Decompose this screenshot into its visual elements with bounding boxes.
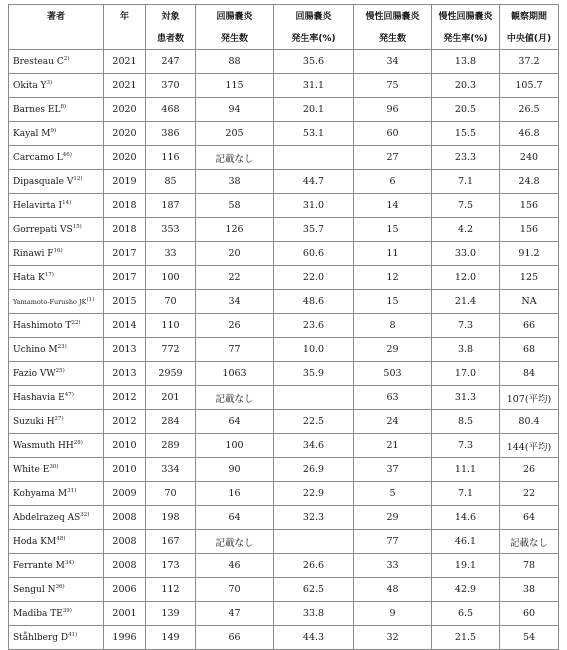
author-name: Uchino M bbox=[13, 344, 58, 355]
author-name: Sengul N bbox=[13, 584, 56, 595]
cell-chronic-count: 75 bbox=[354, 74, 432, 98]
author-name: Hashimoto T bbox=[13, 320, 72, 331]
cell-chronic-rate: 11.1 bbox=[432, 458, 500, 482]
cell-pouchitis-count: 記載なし bbox=[196, 146, 274, 170]
cell-median: 91.2 bbox=[500, 242, 559, 266]
cell-pouchitis-count: 34 bbox=[196, 290, 274, 314]
cell-pouchitis-count: 126 bbox=[196, 218, 274, 242]
cell-chronic-rate: 33.0 bbox=[432, 242, 500, 266]
cell-pouchitis-rate: 31.1 bbox=[274, 74, 354, 98]
cell-pouchitis-rate bbox=[274, 530, 354, 554]
cell-pouchitis-count: 205 bbox=[196, 122, 274, 146]
cell-patients: 334 bbox=[146, 458, 196, 482]
cell-median: 125 bbox=[500, 266, 559, 290]
table-row bbox=[9, 458, 559, 482]
cell-year: 2010 bbox=[104, 434, 146, 458]
author-name: Hashavia E bbox=[13, 392, 65, 403]
cell-year: 2008 bbox=[104, 530, 146, 554]
cell-chronic-rate: 7.1 bbox=[432, 170, 500, 194]
cell-year: 2010 bbox=[104, 458, 146, 482]
table-row bbox=[9, 98, 559, 122]
cell-chronic-rate: 6.5 bbox=[432, 602, 500, 626]
cell-median: 144(平均) bbox=[500, 434, 559, 458]
author-name: Hoda KM bbox=[13, 536, 57, 547]
cell-chronic-count: 11 bbox=[354, 242, 432, 266]
cell-median: 156 bbox=[500, 218, 559, 242]
cell-chronic-rate: 15.5 bbox=[432, 122, 500, 146]
reference-number: 46) bbox=[62, 151, 72, 158]
cell-author bbox=[9, 290, 104, 314]
cell-chronic-rate: 42.9 bbox=[432, 578, 500, 602]
cell-pouchitis-count: 58 bbox=[196, 194, 274, 218]
reference-number: 2) bbox=[63, 55, 70, 62]
cell-year: 2006 bbox=[104, 578, 146, 602]
header-chronic-rate-line2: 発生率(%) bbox=[432, 25, 500, 50]
cell-author bbox=[9, 74, 104, 98]
cell-year: 2013 bbox=[104, 338, 146, 362]
author-name: Kayal M bbox=[13, 128, 51, 139]
header-pouchitis-count-line2: 発生数 bbox=[196, 25, 274, 50]
cell-median: 26.5 bbox=[500, 98, 559, 122]
cell-patients: 247 bbox=[146, 50, 196, 74]
cell-pouchitis-count: 100 bbox=[196, 434, 274, 458]
pouchitis-studies-table-container bbox=[8, 4, 558, 650]
cell-pouchitis-rate bbox=[274, 386, 354, 410]
cell-chronic-count: 32 bbox=[354, 626, 432, 650]
cell-year: 2014 bbox=[104, 314, 146, 338]
author-name: Ståhlberg D bbox=[13, 632, 69, 643]
cell-chronic-count: 503 bbox=[354, 362, 432, 386]
author-name: Barnes EL bbox=[13, 104, 61, 115]
cell-pouchitis-rate: 35.7 bbox=[274, 218, 354, 242]
cell-patients: 201 bbox=[146, 386, 196, 410]
cell-author bbox=[9, 50, 104, 74]
reference-number: 48) bbox=[56, 535, 66, 542]
cell-pouchitis-rate: 10.0 bbox=[274, 338, 354, 362]
cell-year: 2001 bbox=[104, 602, 146, 626]
cell-median: 54 bbox=[500, 626, 559, 650]
cell-year: 2012 bbox=[104, 386, 146, 410]
author-name: Hata K bbox=[13, 272, 45, 283]
cell-pouchitis-rate: 48.6 bbox=[274, 290, 354, 314]
author-name: Okita Y bbox=[13, 80, 47, 91]
cell-median: 107(平均) bbox=[500, 386, 559, 410]
cell-year: 2021 bbox=[104, 50, 146, 74]
cell-author bbox=[9, 362, 104, 386]
reference-number: 36) bbox=[55, 583, 65, 590]
author-name: Wasmuth HH bbox=[13, 440, 74, 451]
author-name: Gorrepati VS bbox=[13, 224, 73, 235]
cell-author bbox=[9, 242, 104, 266]
reference-number: 17) bbox=[44, 271, 54, 278]
cell-chronic-count: 15 bbox=[354, 290, 432, 314]
header-year: 年 bbox=[104, 5, 146, 26]
cell-chronic-rate: 4.2 bbox=[432, 218, 500, 242]
cell-median: 156 bbox=[500, 194, 559, 218]
pouchitis-studies-table bbox=[8, 4, 559, 650]
cell-median: 66 bbox=[500, 314, 559, 338]
reference-number: 27) bbox=[54, 415, 64, 422]
table-row bbox=[9, 290, 559, 314]
header-median-line2: 中央値(月) bbox=[500, 25, 559, 50]
cell-author bbox=[9, 338, 104, 362]
cell-chronic-count: 48 bbox=[354, 578, 432, 602]
cell-pouchitis-rate: 44.3 bbox=[274, 626, 354, 650]
table-row bbox=[9, 50, 559, 74]
cell-year: 2009 bbox=[104, 482, 146, 506]
cell-pouchitis-count: 26 bbox=[196, 314, 274, 338]
reference-number: 14) bbox=[62, 199, 72, 206]
reference-number: (1) bbox=[86, 296, 95, 303]
cell-pouchitis-count: 記載なし bbox=[196, 386, 274, 410]
cell-median: 26 bbox=[500, 458, 559, 482]
table-row bbox=[9, 338, 559, 362]
cell-pouchitis-count: 38 bbox=[196, 170, 274, 194]
author-name: Carcamo L bbox=[13, 152, 63, 163]
cell-chronic-count: 9 bbox=[354, 602, 432, 626]
cell-pouchitis-count: 16 bbox=[196, 482, 274, 506]
reference-number: 23) bbox=[57, 343, 67, 350]
reference-number: 39) bbox=[62, 607, 72, 614]
cell-patients: 386 bbox=[146, 122, 196, 146]
cell-pouchitis-count: 20 bbox=[196, 242, 274, 266]
cell-year: 2008 bbox=[104, 506, 146, 530]
cell-chronic-count: 29 bbox=[354, 338, 432, 362]
cell-chronic-count: 8 bbox=[354, 314, 432, 338]
cell-chronic-count: 24 bbox=[354, 410, 432, 434]
author-name: Fazio VW bbox=[13, 368, 56, 379]
table-row bbox=[9, 578, 559, 602]
cell-patients: 772 bbox=[146, 338, 196, 362]
cell-patients: 289 bbox=[146, 434, 196, 458]
author-name: Bresteau C bbox=[13, 56, 64, 67]
author-name: Ferrante M bbox=[13, 560, 65, 571]
cell-author bbox=[9, 410, 104, 434]
cell-chronic-rate: 3.8 bbox=[432, 338, 500, 362]
cell-year: 2017 bbox=[104, 266, 146, 290]
cell-author bbox=[9, 602, 104, 626]
table-row bbox=[9, 170, 559, 194]
cell-median: NA bbox=[500, 290, 559, 314]
cell-year: 2018 bbox=[104, 194, 146, 218]
header-chronic-rate-line1: 慢性回腸嚢炎 bbox=[432, 5, 500, 26]
cell-patients: 353 bbox=[146, 218, 196, 242]
cell-patients: 2959 bbox=[146, 362, 196, 386]
cell-patients: 110 bbox=[146, 314, 196, 338]
cell-chronic-rate: 21.4 bbox=[432, 290, 500, 314]
author-name: Abdelrazeq AS bbox=[13, 512, 81, 523]
cell-chronic-rate: 19.1 bbox=[432, 554, 500, 578]
table-header bbox=[9, 5, 559, 50]
cell-chronic-rate: 13.8 bbox=[432, 50, 500, 74]
author-name: Madiba TE bbox=[13, 608, 63, 619]
cell-patients: 70 bbox=[146, 290, 196, 314]
reference-number: 12) bbox=[73, 175, 83, 182]
reference-number: 3) bbox=[46, 79, 53, 86]
cell-patients: 187 bbox=[146, 194, 196, 218]
cell-author bbox=[9, 434, 104, 458]
cell-patients: 70 bbox=[146, 482, 196, 506]
cell-chronic-count: 63 bbox=[354, 386, 432, 410]
reference-number: 34) bbox=[64, 559, 75, 566]
cell-chronic-count: 12 bbox=[354, 266, 432, 290]
header-chronic-count-line1: 慢性回腸嚢炎 bbox=[354, 5, 432, 26]
cell-patients: 468 bbox=[146, 98, 196, 122]
cell-chronic-rate: 7.3 bbox=[432, 434, 500, 458]
cell-pouchitis-rate: 44.7 bbox=[274, 170, 354, 194]
cell-pouchitis-rate: 22.0 bbox=[274, 266, 354, 290]
cell-author bbox=[9, 314, 104, 338]
table-row bbox=[9, 410, 559, 434]
cell-median: 38 bbox=[500, 578, 559, 602]
author-name: Dipasquale V bbox=[13, 176, 74, 187]
header-chronic-count-line2: 発生数 bbox=[354, 25, 432, 50]
cell-chronic-rate: 21.5 bbox=[432, 626, 500, 650]
cell-author bbox=[9, 578, 104, 602]
cell-pouchitis-count: 94 bbox=[196, 98, 274, 122]
cell-year: 2013 bbox=[104, 362, 146, 386]
cell-median: 46.8 bbox=[500, 122, 559, 146]
table-body bbox=[9, 50, 559, 650]
table-row bbox=[9, 554, 559, 578]
author-name: Kohyama M bbox=[13, 488, 68, 499]
cell-chronic-rate: 20.3 bbox=[432, 74, 500, 98]
cell-patients: 116 bbox=[146, 146, 196, 170]
table-row bbox=[9, 482, 559, 506]
cell-pouchitis-count: 46 bbox=[196, 554, 274, 578]
reference-number: 16) bbox=[53, 247, 63, 254]
cell-patients: 112 bbox=[146, 578, 196, 602]
reference-number: 30) bbox=[49, 463, 59, 470]
header-patients-line2: 患者数 bbox=[146, 25, 196, 50]
cell-patients: 167 bbox=[146, 530, 196, 554]
cell-pouchitis-rate: 22.5 bbox=[274, 410, 354, 434]
cell-patients: 149 bbox=[146, 626, 196, 650]
cell-median: 37.2 bbox=[500, 50, 559, 74]
cell-pouchitis-rate: 35.6 bbox=[274, 50, 354, 74]
author-name: Yamamoto-Furusho JK bbox=[13, 297, 87, 306]
cell-author bbox=[9, 122, 104, 146]
cell-author bbox=[9, 266, 104, 290]
cell-chronic-count: 6 bbox=[354, 170, 432, 194]
cell-author bbox=[9, 530, 104, 554]
cell-chronic-count: 5 bbox=[354, 482, 432, 506]
table-row bbox=[9, 146, 559, 170]
cell-pouchitis-count: 22 bbox=[196, 266, 274, 290]
cell-chronic-count: 21 bbox=[354, 434, 432, 458]
cell-author bbox=[9, 554, 104, 578]
cell-chronic-rate: 7.3 bbox=[432, 314, 500, 338]
cell-pouchitis-rate: 31.0 bbox=[274, 194, 354, 218]
cell-patients: 173 bbox=[146, 554, 196, 578]
cell-pouchitis-rate: 35.9 bbox=[274, 362, 354, 386]
cell-median: 記載なし bbox=[500, 530, 559, 554]
reference-number: 32) bbox=[80, 511, 90, 518]
cell-chronic-rate: 7.1 bbox=[432, 482, 500, 506]
cell-pouchitis-count: 64 bbox=[196, 410, 274, 434]
cell-chronic-count: 14 bbox=[354, 194, 432, 218]
cell-author bbox=[9, 506, 104, 530]
reference-number: 22) bbox=[71, 319, 81, 326]
cell-patients: 85 bbox=[146, 170, 196, 194]
table-row bbox=[9, 314, 559, 338]
cell-pouchitis-rate: 26.9 bbox=[274, 458, 354, 482]
cell-pouchitis-count: 66 bbox=[196, 626, 274, 650]
header-pouchitis-rate-line2: 発生率(%) bbox=[274, 25, 354, 50]
reference-number: 9) bbox=[50, 127, 57, 134]
cell-chronic-count: 15 bbox=[354, 218, 432, 242]
cell-chronic-rate: 23.3 bbox=[432, 146, 500, 170]
header-author: 著者 bbox=[9, 5, 104, 26]
cell-median: 105.7 bbox=[500, 74, 559, 98]
cell-median: 68 bbox=[500, 338, 559, 362]
cell-year: 2012 bbox=[104, 410, 146, 434]
cell-median: 24.8 bbox=[500, 170, 559, 194]
table-row bbox=[9, 242, 559, 266]
cell-patients: 139 bbox=[146, 602, 196, 626]
cell-patients: 33 bbox=[146, 242, 196, 266]
author-name: Suzuki H bbox=[13, 416, 55, 427]
table-row bbox=[9, 434, 559, 458]
cell-patients: 284 bbox=[146, 410, 196, 434]
cell-chronic-rate: 12.0 bbox=[432, 266, 500, 290]
cell-year: 2019 bbox=[104, 170, 146, 194]
cell-chronic-rate: 31.3 bbox=[432, 386, 500, 410]
cell-pouchitis-rate: 62.5 bbox=[274, 578, 354, 602]
cell-chronic-rate: 20.5 bbox=[432, 98, 500, 122]
cell-pouchitis-rate: 34.6 bbox=[274, 434, 354, 458]
cell-pouchitis-count: 77 bbox=[196, 338, 274, 362]
cell-patients: 100 bbox=[146, 266, 196, 290]
cell-pouchitis-count: 1063 bbox=[196, 362, 274, 386]
cell-pouchitis-rate: 26.6 bbox=[274, 554, 354, 578]
cell-pouchitis-rate: 23.6 bbox=[274, 314, 354, 338]
reference-number: 47) bbox=[64, 391, 74, 398]
cell-median: 60 bbox=[500, 602, 559, 626]
cell-median: 240 bbox=[500, 146, 559, 170]
cell-patients: 198 bbox=[146, 506, 196, 530]
cell-year: 2020 bbox=[104, 122, 146, 146]
header-pouchitis-count-line1: 回腸嚢炎 bbox=[196, 5, 274, 26]
cell-pouchitis-count: 記載なし bbox=[196, 530, 274, 554]
cell-median: 84 bbox=[500, 362, 559, 386]
cell-median: 80.4 bbox=[500, 410, 559, 434]
cell-author bbox=[9, 194, 104, 218]
cell-author bbox=[9, 386, 104, 410]
reference-number: 28) bbox=[73, 439, 83, 446]
cell-chronic-count: 60 bbox=[354, 122, 432, 146]
cell-author bbox=[9, 170, 104, 194]
cell-pouchitis-count: 70 bbox=[196, 578, 274, 602]
cell-chronic-count: 29 bbox=[354, 506, 432, 530]
cell-pouchitis-rate: 22.9 bbox=[274, 482, 354, 506]
cell-chronic-rate: 17.0 bbox=[432, 362, 500, 386]
reference-number: 15) bbox=[72, 223, 82, 230]
header-pouchitis-rate-line1: 回腸嚢炎 bbox=[274, 5, 354, 26]
cell-pouchitis-rate: 60.6 bbox=[274, 242, 354, 266]
cell-pouchitis-count: 64 bbox=[196, 506, 274, 530]
cell-year: 2015 bbox=[104, 290, 146, 314]
cell-chronic-count: 37 bbox=[354, 458, 432, 482]
cell-author bbox=[9, 98, 104, 122]
reference-number: 25) bbox=[55, 367, 65, 374]
table-row bbox=[9, 122, 559, 146]
cell-chronic-rate: 8.5 bbox=[432, 410, 500, 434]
header-author-blank bbox=[9, 25, 104, 50]
header-patients-line1: 対象 bbox=[146, 5, 196, 26]
cell-year: 2021 bbox=[104, 74, 146, 98]
table-row bbox=[9, 506, 559, 530]
cell-median: 22 bbox=[500, 482, 559, 506]
header-median-line1: 観察期間 bbox=[500, 5, 559, 26]
table-row bbox=[9, 362, 559, 386]
cell-pouchitis-rate bbox=[274, 146, 354, 170]
table-row bbox=[9, 602, 559, 626]
reference-number: 31) bbox=[67, 487, 77, 494]
cell-chronic-rate: 7.5 bbox=[432, 194, 500, 218]
cell-pouchitis-count: 88 bbox=[196, 50, 274, 74]
cell-author bbox=[9, 482, 104, 506]
cell-chronic-count: 33 bbox=[354, 554, 432, 578]
author-name: Helavirta I bbox=[13, 200, 63, 211]
cell-pouchitis-rate: 20.1 bbox=[274, 98, 354, 122]
cell-chronic-count: 27 bbox=[354, 146, 432, 170]
table-row bbox=[9, 194, 559, 218]
cell-pouchitis-count: 90 bbox=[196, 458, 274, 482]
cell-year: 1996 bbox=[104, 626, 146, 650]
cell-pouchitis-count: 115 bbox=[196, 74, 274, 98]
table-row bbox=[9, 74, 559, 98]
header-year-blank bbox=[104, 25, 146, 50]
cell-chronic-rate: 46.1 bbox=[432, 530, 500, 554]
cell-pouchitis-rate: 33.8 bbox=[274, 602, 354, 626]
cell-year: 2008 bbox=[104, 554, 146, 578]
reference-number: 41) bbox=[68, 631, 78, 638]
cell-pouchitis-rate: 32.3 bbox=[274, 506, 354, 530]
cell-chronic-count: 34 bbox=[354, 50, 432, 74]
cell-pouchitis-count: 47 bbox=[196, 602, 274, 626]
cell-median: 64 bbox=[500, 506, 559, 530]
cell-median: 78 bbox=[500, 554, 559, 578]
author-name: White E bbox=[13, 464, 50, 475]
author-name: Rinawi F bbox=[13, 248, 54, 259]
cell-year: 2020 bbox=[104, 98, 146, 122]
cell-author bbox=[9, 626, 104, 650]
cell-year: 2017 bbox=[104, 242, 146, 266]
cell-year: 2018 bbox=[104, 218, 146, 242]
cell-chronic-rate: 14.6 bbox=[432, 506, 500, 530]
cell-chronic-count: 96 bbox=[354, 98, 432, 122]
table-row bbox=[9, 218, 559, 242]
table-row bbox=[9, 530, 559, 554]
cell-pouchitis-rate: 53.1 bbox=[274, 122, 354, 146]
table-row bbox=[9, 266, 559, 290]
cell-author bbox=[9, 218, 104, 242]
cell-chronic-count: 77 bbox=[354, 530, 432, 554]
cell-author bbox=[9, 458, 104, 482]
cell-year: 2020 bbox=[104, 146, 146, 170]
table-row bbox=[9, 386, 559, 410]
reference-number: 8) bbox=[60, 103, 67, 110]
cell-patients: 370 bbox=[146, 74, 196, 98]
cell-author bbox=[9, 146, 104, 170]
table-row bbox=[9, 626, 559, 650]
